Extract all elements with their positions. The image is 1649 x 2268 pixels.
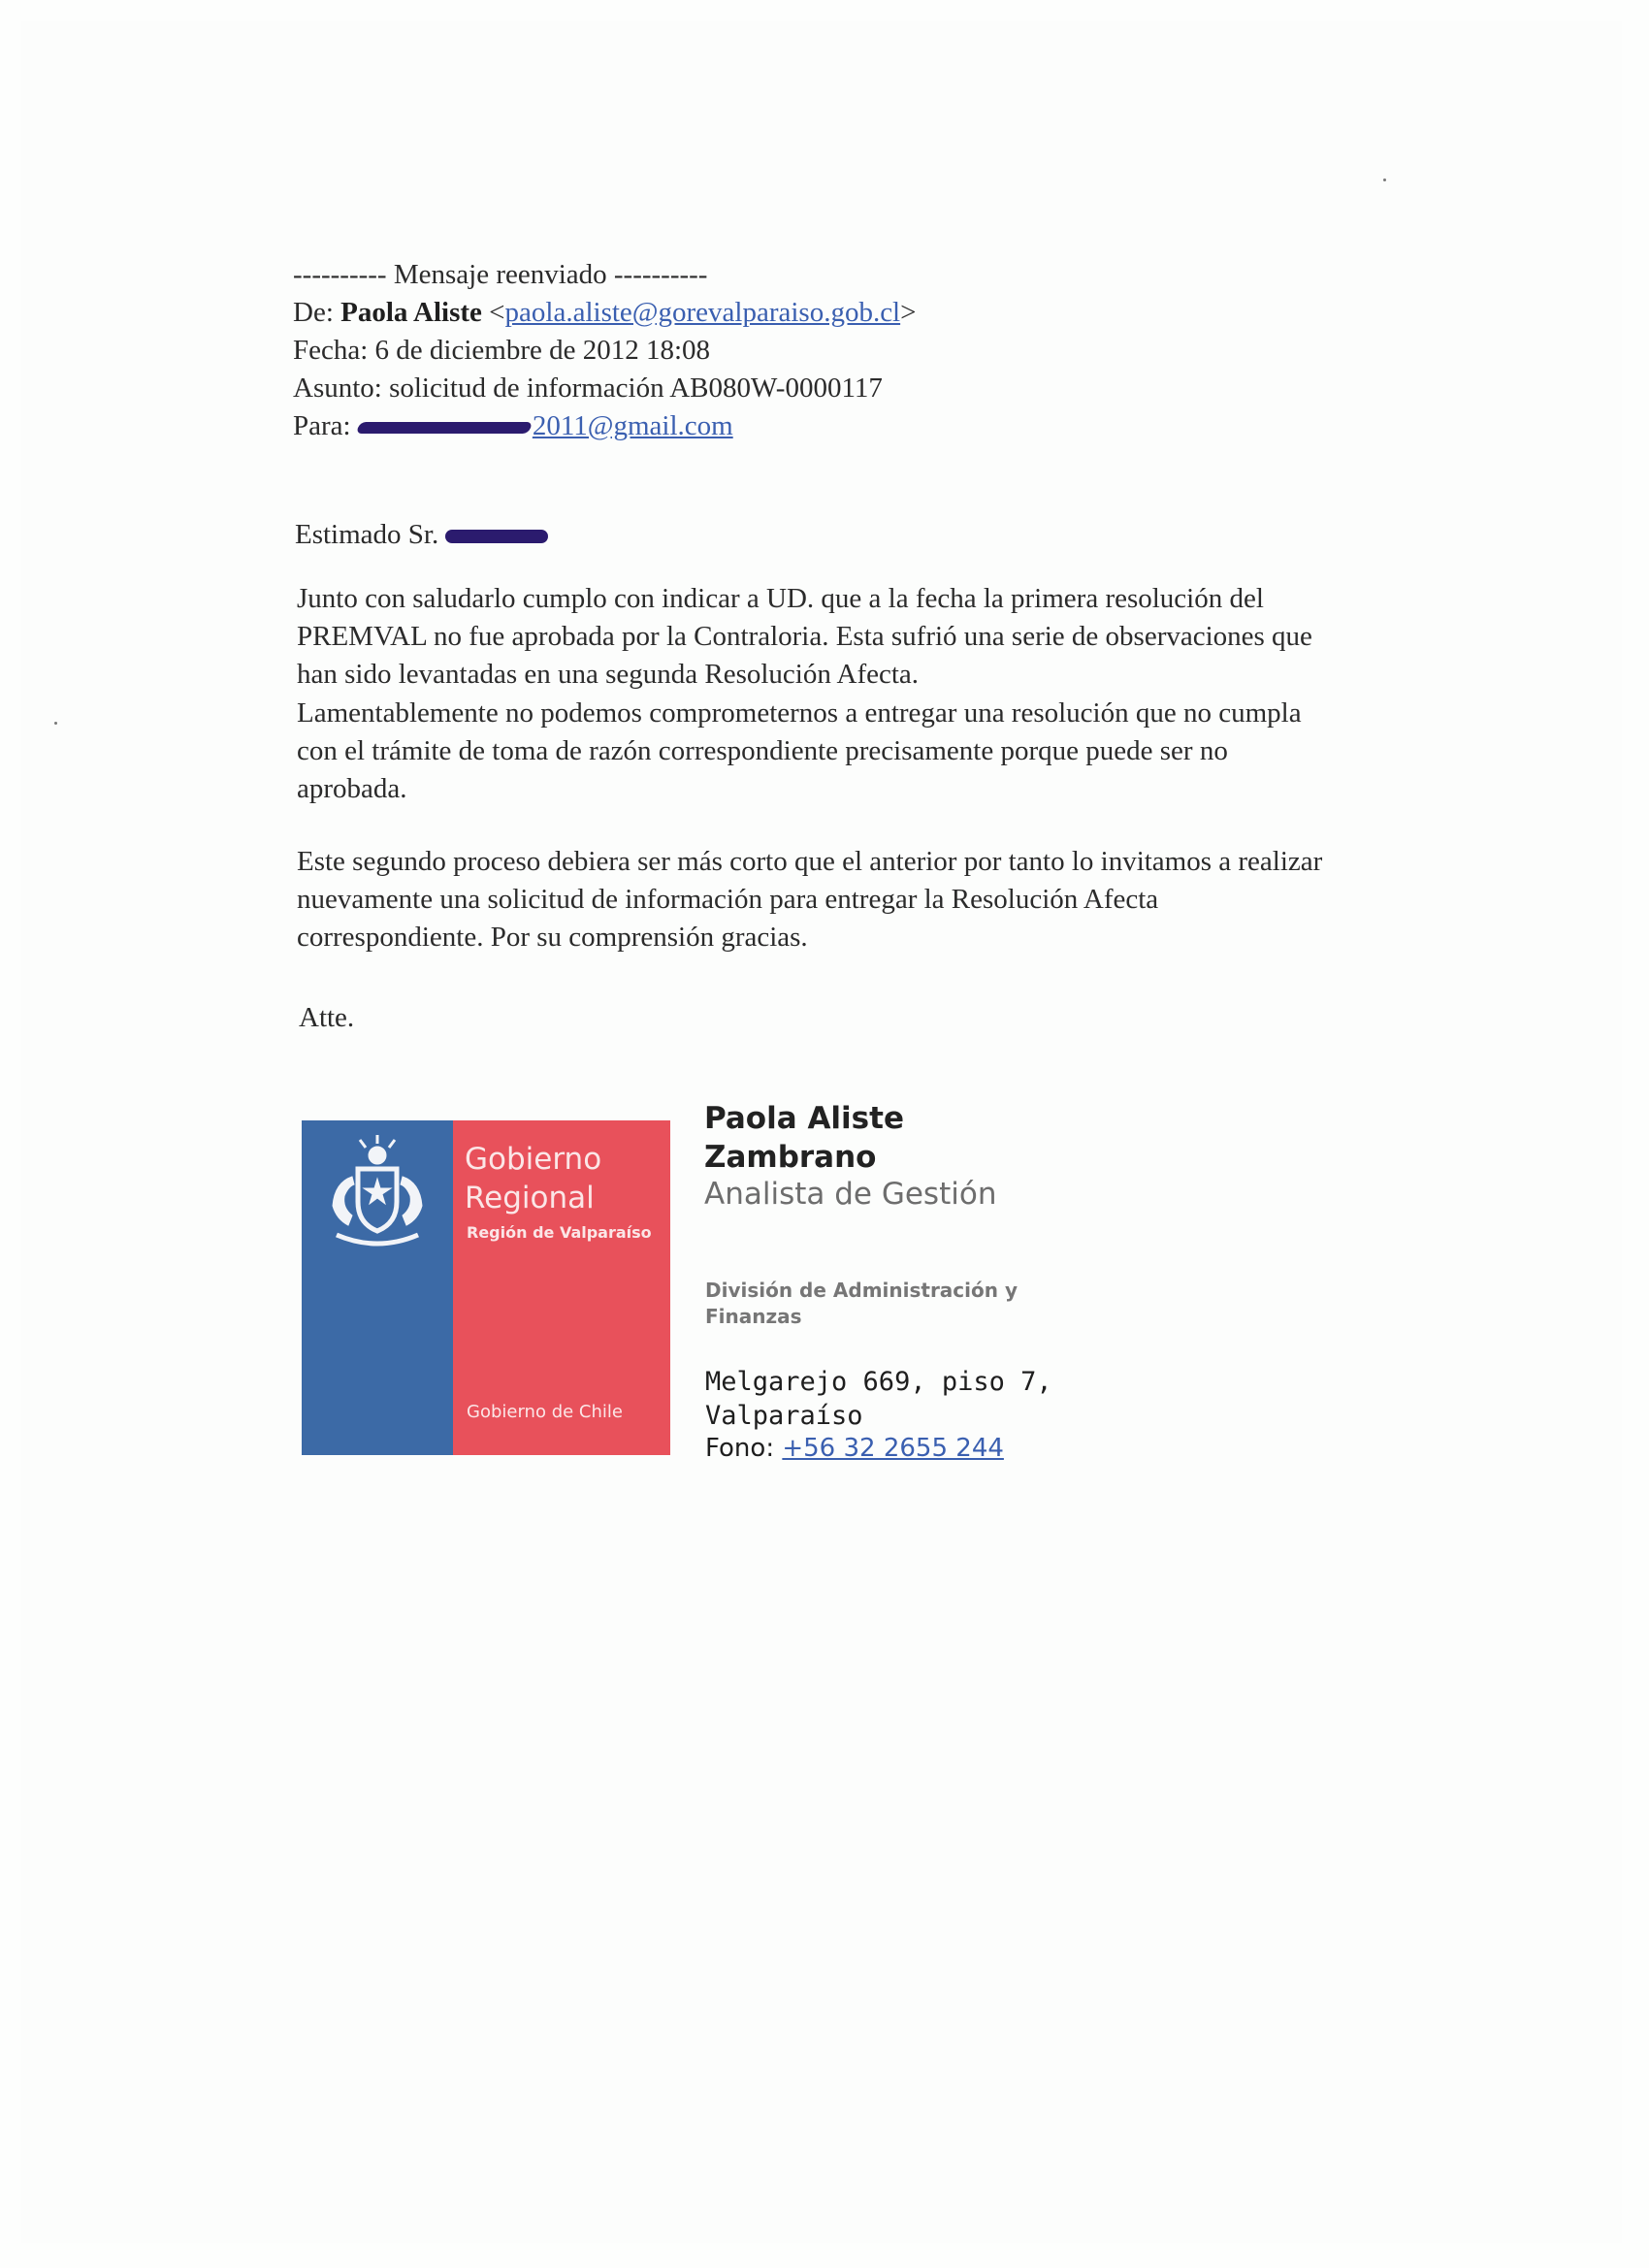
body-line: con el trámite de toma de razón correspondiente precisamente porque puede ser no — [297, 735, 1228, 766]
date-line: Fecha: 6 de diciembre de 2012 18:08 — [293, 335, 711, 366]
phone-link[interactable]: +56 32 2655 244 — [782, 1434, 1004, 1463]
body-line: Junto con saludarlo cumplo con indicar a UD. que a la fecha la primera resolución del — [297, 583, 1264, 614]
scan-speck — [1383, 178, 1386, 181]
logo-text-gobierno-de-chile: Gobierno de Chile — [467, 1402, 623, 1422]
forward-divider: ---------- Mensaje reenviado ---------- — [293, 259, 708, 290]
from-label: De: — [293, 297, 334, 328]
salutation-text: Estimado Sr. — [295, 519, 439, 550]
logo-text-regional: Regional — [465, 1181, 595, 1215]
body-line: aprobada. — [297, 773, 407, 804]
phone-label: Fono: — [705, 1434, 775, 1463]
body-line: Este segundo proceso debiera ser más corto que el anterior por tanto lo invitamos a realizar — [297, 846, 1323, 877]
from-name: Paola Aliste — [340, 297, 482, 328]
closing: Atte. — [299, 1002, 355, 1033]
paragraph-2 — [297, 695, 1509, 808]
scan-speck — [54, 722, 57, 725]
body-line: correspondiente. Por su comprensión gracias. — [297, 922, 808, 953]
to-line — [293, 407, 916, 445]
to-email-link[interactable]: 2011@gmail.com — [532, 410, 733, 441]
redaction-mark — [356, 422, 533, 434]
paragraph-3 — [297, 843, 1509, 956]
gobierno-regional-logo — [302, 1120, 670, 1455]
paragraph-1 — [297, 580, 1509, 694]
signature-address — [705, 1365, 1052, 1433]
address-line: Valparaíso — [705, 1401, 863, 1431]
division-line: Finanzas — [705, 1305, 802, 1328]
address-line: Melgarejo 669, piso 7, — [705, 1367, 1052, 1397]
signature-name — [704, 1099, 904, 1177]
signature-phone — [705, 1434, 1004, 1463]
coat-of-arms-icon — [317, 1134, 437, 1254]
signature-division — [705, 1278, 1018, 1330]
body-line: nuevamente una solicitud de información para entregar la Resolución Afecta — [297, 884, 1159, 915]
body-line: Lamentablemente no podemos comprometernos a entregar una resolución que no cumpla — [297, 697, 1302, 729]
body-line: PREMVAL no fue aprobada por la Contraloria. Esta sufrió una serie de observaciones que — [297, 621, 1312, 652]
redaction-mark — [445, 530, 548, 543]
signature-name-line: Zambrano — [704, 1140, 877, 1175]
subject-line: Asunto: solicitud de información AB080W-0000117 — [293, 373, 883, 404]
signature-role: Analista de Gestión — [704, 1177, 997, 1212]
division-line: División de Administración y — [705, 1279, 1018, 1302]
body-line: han sido levantadas en una segunda Resolución Afecta. — [297, 659, 920, 690]
salutation — [295, 516, 548, 553]
forwarded-header — [293, 256, 916, 445]
from-line — [293, 294, 916, 332]
from-email-link[interactable]: paola.aliste@gorevalparaiso.gob.cl — [504, 297, 901, 328]
from-open: < — [489, 297, 505, 328]
from-close: > — [900, 297, 917, 328]
logo-text-gobierno: Gobierno — [465, 1142, 602, 1177]
logo-text-region: Región de Valparaíso — [467, 1223, 652, 1242]
signature-name-line: Paola Aliste — [704, 1101, 904, 1136]
to-label: Para: — [293, 410, 351, 441]
